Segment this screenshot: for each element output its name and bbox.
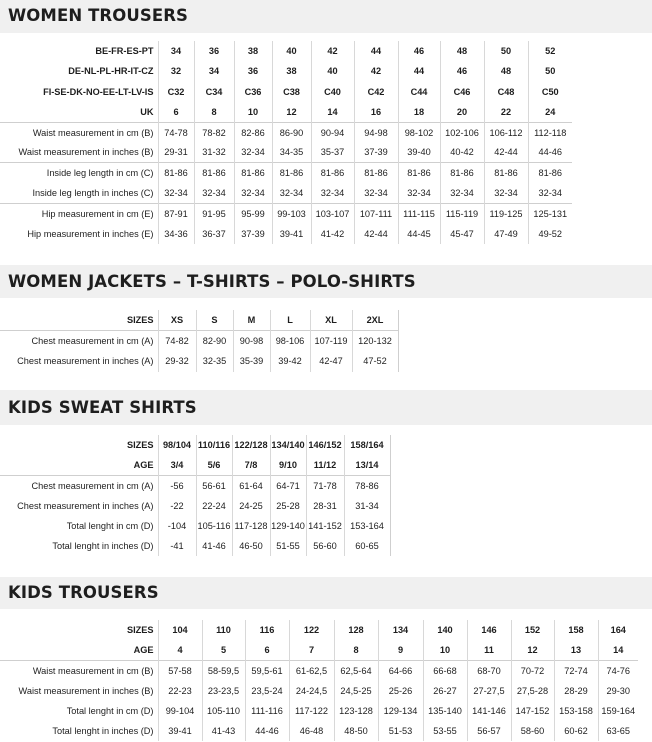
table-cell: 82-90 [196,331,233,352]
table-cell: 81-86 [354,163,398,183]
table-cell: C50 [528,82,572,102]
table-cell: C48 [484,82,528,102]
kids-sweat-shirts-table [0,435,391,556]
table-cell: 34 [158,41,194,61]
table-cell: 5/6 [196,455,232,475]
table-cell: 25-26 [378,681,423,701]
table-cell: 14 [598,640,638,660]
table-cell: 50 [484,41,528,61]
table-cell: 61-62,5 [289,660,334,680]
table-cell: L [270,310,310,331]
table-header-row [0,310,398,331]
table-cell: 94-98 [354,122,398,142]
table-cell: 24,5-25 [334,681,378,701]
table-cell: 74-76 [598,660,638,680]
table-cell: 134 [378,620,423,640]
table-cell: 9/10 [270,455,306,475]
table-cell: 57-58 [158,660,202,680]
table-cell: 42-44 [484,142,528,162]
table-cell: S [196,310,233,331]
table-cell: 141-146 [467,701,511,721]
table-cell: 105-116 [196,516,232,536]
table-cell: 111-116 [245,701,289,721]
table-cell: 81-86 [158,163,194,183]
table-cell: 117-128 [232,516,270,536]
table-cell: 24-25 [232,496,270,516]
row-label: Waist measurement in cm (B) [0,122,158,142]
table-cell: 105-110 [202,701,245,721]
table-cell: 42 [311,41,354,61]
row-label: Waist measurement in inches (B) [18,685,154,696]
table-cell: 40 [311,61,354,81]
table-cell: 140 [423,620,467,640]
table-cell: 110 [202,620,245,640]
table-row [0,203,572,223]
table-cell: 86-90 [272,122,311,142]
table-cell: 103-107 [311,203,354,223]
table-cell: 66-68 [423,660,467,680]
table-cell: 59,5-61 [245,660,289,680]
table-cell: 22 [484,102,528,122]
row-label: DE-NL-PL-HR-IT-CZ [68,66,154,77]
table-cell: 81-86 [440,163,484,183]
row-label: AGE [133,460,154,471]
table-row [0,163,572,183]
table-cell: 123-128 [334,701,378,721]
table-cell: 3/4 [158,455,196,475]
table-cell: 72-74 [554,660,598,680]
row-label: BE-FR-ES-PT [95,46,154,57]
table-cell: 46-48 [289,721,334,741]
table-cell: 11/12 [306,455,344,475]
table-cell: 64-66 [378,660,423,680]
section-title-kids-sweat-shirts: KIDS SWEAT SHIRTS [0,390,652,425]
table-cell: 95-99 [234,203,272,223]
table-cell: 116 [245,620,289,640]
table-cell: 32-34 [234,183,272,203]
table-cell: 104 [158,620,202,640]
table-cell: 32-34 [440,183,484,203]
row-label: AGE [133,645,154,656]
table-cell: 38 [234,41,272,61]
table-cell: 7 [289,640,334,660]
table-cell: 41-43 [202,721,245,741]
row-label: SIZES [126,315,154,325]
table-cell: 107-111 [354,203,398,223]
table-cell: 98/104 [158,435,196,455]
table-cell: 146/152 [306,435,344,455]
table-cell: 48 [484,61,528,81]
table-cell: 41-42 [311,224,354,244]
table-cell: 37-39 [354,142,398,162]
table-row [0,331,398,352]
table-cell: 81-86 [234,163,272,183]
table-cell: 44 [398,61,440,81]
table-cell: 9 [378,640,423,660]
table-cell: 52 [528,41,572,61]
table-cell: 13 [554,640,598,660]
table-cell: 27-27,5 [467,681,511,701]
row-label: Inside leg length in inches (C) [32,187,154,198]
table-cell: C40 [311,82,354,102]
table-header-row [0,102,572,122]
table-cell: 44-45 [398,224,440,244]
table-cell: 34-35 [272,142,311,162]
table-cell: 110/116 [196,435,232,455]
table-cell: 125-131 [528,203,572,223]
table-cell: 42 [354,61,398,81]
table-cell: 68-70 [467,660,511,680]
table-cell: 46 [398,41,440,61]
table-cell: 62,5-64 [334,660,378,680]
table-cell: 47-49 [484,224,528,244]
table-header-row [0,640,638,660]
table-cell: 90-98 [233,331,270,352]
row-label: Waist measurement in cm (B) [0,660,158,680]
table-cell: 31-32 [194,142,234,162]
table-header-row [0,82,572,102]
table-cell: -56 [158,475,196,495]
table-cell: 45-47 [440,224,484,244]
table-cell: 22-23 [158,681,202,701]
table-cell: 32 [158,61,194,81]
row-label: Chest measurement in cm (A) [0,475,158,495]
table-cell: 23,5-24 [245,681,289,701]
table-cell: 22-24 [196,496,232,516]
table-cell: 42-44 [354,224,398,244]
table-cell: 23-23,5 [202,681,245,701]
table-cell: 81-86 [272,163,311,183]
table-cell: XS [158,310,196,331]
table-cell: 41-46 [196,536,232,556]
table-cell: 25-28 [270,496,306,516]
table-cell: M [233,310,270,331]
table-cell: 56-60 [306,536,344,556]
row-label: Chest measurement in inches (A) [17,356,154,367]
table-cell: C36 [234,82,272,102]
table-row [0,142,572,162]
table-row [0,183,572,203]
table-cell: 64-71 [270,475,306,495]
table-cell: C46 [440,82,484,102]
row-label: Total lenght in inches (D) [52,726,154,737]
table-cell: 32-34 [158,183,194,203]
table-header-row [0,61,572,81]
table-row [0,496,390,516]
table-row [0,516,390,536]
table-cell: C38 [272,82,311,102]
table-header-row [0,620,638,640]
table-cell: 46-50 [232,536,270,556]
table-cell: 44-46 [245,721,289,741]
row-label: Inside leg length in cm (C) [0,163,158,183]
row-label: Hip measurement in inches (E) [27,228,154,239]
table-cell: 147-152 [511,701,554,721]
table-cell: 81-86 [484,163,528,183]
table-cell: 44 [354,41,398,61]
table-cell: 153-158 [554,701,598,721]
section-title-women-trousers: WOMEN TROUSERS [0,0,652,33]
table-row [0,475,390,495]
kids-trousers-table [0,620,638,741]
table-cell: 48-50 [334,721,378,741]
table-cell: 12 [272,102,311,122]
table-cell: 36 [234,61,272,81]
table-cell: 115-119 [440,203,484,223]
table-cell: 99-104 [158,701,202,721]
table-cell: 10 [234,102,272,122]
table-row [0,536,390,556]
table-cell: 46 [440,61,484,81]
section-title-kids-trousers: KIDS TROUSERS [0,577,652,609]
row-label: Chest measurement in inches (A) [17,500,154,511]
table-cell: 32-34 [484,183,528,203]
table-cell: 32-34 [311,183,354,203]
table-cell: 37-39 [234,224,272,244]
row-label: SIZES [126,440,154,451]
table-cell: 14 [311,102,354,122]
table-cell: 39-41 [158,721,202,741]
table-cell: 152 [511,620,554,640]
table-cell: 117-122 [289,701,334,721]
table-cell: 78-86 [344,475,390,495]
table-cell: XL [310,310,352,331]
table-cell: 11 [467,640,511,660]
table-cell: 20 [440,102,484,122]
table-cell: 12 [511,640,554,660]
table-cell: 8 [194,102,234,122]
table-cell: 35-39 [233,351,270,372]
table-cell: 38 [272,61,311,81]
table-cell: 39-42 [270,351,310,372]
table-cell: 6 [158,102,194,122]
section-title-women-jackets: WOMEN JACKETS – T-SHIRTS – POLO-SHIRTS [0,265,652,298]
table-row [0,122,572,142]
table-cell: 63-65 [598,721,638,741]
table-header-row [0,455,390,475]
table-cell: -22 [158,496,196,516]
table-cell: 32-34 [234,142,272,162]
row-label: Total lenght in cm (D) [66,705,154,716]
table-cell: 81-86 [311,163,354,183]
table-cell: 81-86 [528,163,572,183]
table-header-row [0,41,572,61]
table-cell: 50 [528,61,572,81]
table-cell: 56-61 [196,475,232,495]
row-label: Waist measurement in inches (B) [18,147,154,158]
table-cell: 128 [334,620,378,640]
table-cell: 120-132 [352,331,398,352]
table-row [0,681,638,701]
table-cell: 47-52 [352,351,398,372]
table-cell: 129-140 [270,516,306,536]
table-cell: 81-86 [398,163,440,183]
table-cell: 29-31 [158,142,194,162]
table-cell: 53-55 [423,721,467,741]
table-row [0,721,638,741]
table-cell: 134/140 [270,435,306,455]
table-cell: 51-55 [270,536,306,556]
table-cell: 29-30 [598,681,638,701]
table-cell: 111-115 [398,203,440,223]
table-cell: 49-52 [528,224,572,244]
table-cell: 153-164 [344,516,390,536]
table-cell: 119-125 [484,203,528,223]
table-cell: 32-34 [398,183,440,203]
table-cell: 61-64 [232,475,270,495]
table-cell: 107-119 [310,331,352,352]
table-cell: 98-102 [398,122,440,142]
table-cell: 24 [528,102,572,122]
table-cell: 4 [158,640,202,660]
row-label: FI-SE-DK-NO-EE-LT-LV-IS [43,86,154,97]
table-cell: 158/164 [344,435,390,455]
table-cell: 29-32 [158,351,196,372]
table-cell: 42-47 [310,351,352,372]
table-cell: 32-35 [196,351,233,372]
table-cell: 112-118 [528,122,572,142]
table-header-row [0,435,390,455]
table-cell: 60-65 [344,536,390,556]
table-cell: 34-36 [158,224,194,244]
table-cell: 32-34 [354,183,398,203]
table-cell: 5 [202,640,245,660]
row-label: Total lenght in cm (D) [66,520,154,531]
table-cell: 39-40 [398,142,440,162]
table-cell: 122/128 [232,435,270,455]
table-cell: 158 [554,620,598,640]
table-cell: 102-106 [440,122,484,142]
table-cell: 16 [354,102,398,122]
table-cell: 39-41 [272,224,311,244]
table-cell: 10 [423,640,467,660]
table-cell: 91-95 [194,203,234,223]
table-cell: 6 [245,640,289,660]
table-row [0,351,398,372]
table-cell: 87-91 [158,203,194,223]
table-cell: 90-94 [311,122,354,142]
table-cell: 34 [194,61,234,81]
row-label: Chest measurement in cm (A) [0,331,158,352]
row-label: SIZES [126,625,154,636]
table-cell: -104 [158,516,196,536]
women-jackets-table [0,310,399,372]
table-cell: 28-31 [306,496,344,516]
table-cell: 58-59,5 [202,660,245,680]
table-cell: 8 [334,640,378,660]
table-cell: -41 [158,536,196,556]
table-row [0,701,638,721]
table-cell: 81-86 [194,163,234,183]
table-cell: 13/14 [344,455,390,475]
table-cell: 32-34 [528,183,572,203]
table-cell: 122 [289,620,334,640]
table-cell: 98-106 [270,331,310,352]
table-cell: C34 [194,82,234,102]
table-cell: 60-62 [554,721,598,741]
table-row [0,224,572,244]
table-cell: 44-46 [528,142,572,162]
table-cell: 74-78 [158,122,194,142]
table-cell: 146 [467,620,511,640]
row-label: UK [140,106,154,117]
table-cell: C42 [354,82,398,102]
table-cell: 56-57 [467,721,511,741]
table-cell: 74-82 [158,331,196,352]
table-cell: 40-42 [440,142,484,162]
table-cell: C32 [158,82,194,102]
table-cell: 164 [598,620,638,640]
row-label: Hip measurement in cm (E) [0,203,158,223]
table-cell: 71-78 [306,475,344,495]
table-cell: 27,5-28 [511,681,554,701]
table-cell: C44 [398,82,440,102]
table-cell: 7/8 [232,455,270,475]
table-cell: 31-34 [344,496,390,516]
table-row [0,660,638,680]
table-cell: 70-72 [511,660,554,680]
table-cell: 141-152 [306,516,344,536]
table-cell: 78-82 [194,122,234,142]
table-cell: 26-27 [423,681,467,701]
table-cell: 24-24,5 [289,681,334,701]
table-cell: 82-86 [234,122,272,142]
table-cell: 28-29 [554,681,598,701]
table-cell: 129-134 [378,701,423,721]
row-label: Total lenght in inches (D) [52,541,154,552]
table-cell: 32-34 [272,183,311,203]
table-cell: 35-37 [311,142,354,162]
table-cell: 2XL [352,310,398,331]
table-cell: 106-112 [484,122,528,142]
table-cell: 18 [398,102,440,122]
table-cell: 40 [272,41,311,61]
table-cell: 48 [440,41,484,61]
table-cell: 159-164 [598,701,638,721]
women-trousers-table [0,41,572,244]
table-cell: 58-60 [511,721,554,741]
table-cell: 135-140 [423,701,467,721]
table-cell: 51-53 [378,721,423,741]
table-cell: 36-37 [194,224,234,244]
table-cell: 36 [194,41,234,61]
table-cell: 99-103 [272,203,311,223]
table-cell: 32-34 [194,183,234,203]
